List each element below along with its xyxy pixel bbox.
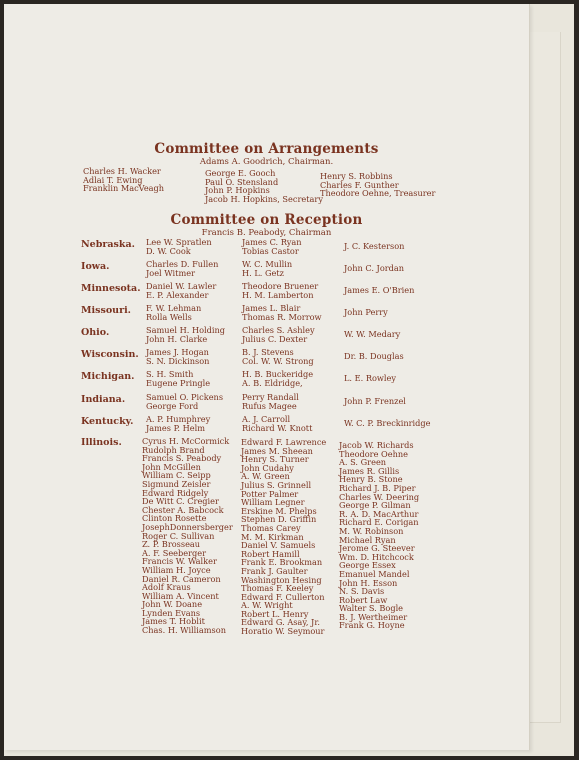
member-name: Edward Ridgely xyxy=(142,487,209,498)
member-name: William A. Vincent xyxy=(142,590,219,601)
state-delegate-col-2 xyxy=(242,260,292,277)
state-delegate-col-3 xyxy=(344,374,396,383)
member-name: M. W. Robinson xyxy=(339,525,404,536)
member-name: A. F. Seeberger xyxy=(142,547,207,558)
illinois-col-1 xyxy=(142,437,233,635)
member-name: Julius C. Dexter xyxy=(242,333,308,344)
member-name: A. W. Wright xyxy=(241,600,293,611)
member-name: JosephDonnersberger xyxy=(142,521,233,532)
member-name: Thomas R. Morrow xyxy=(242,311,322,322)
member-name: Erskine M. Phelps xyxy=(241,505,317,516)
member-name: Julius S. Grinnell xyxy=(241,479,312,490)
member-name: Adolf Kraus xyxy=(142,582,191,593)
member-name: Frank J. Gaulter xyxy=(241,565,308,576)
member-name: Edward F. Lawrence xyxy=(241,437,327,447)
member-name: Lee W. Spratlen xyxy=(146,237,212,247)
state-label: Minnesota. xyxy=(81,283,141,294)
state-label: Illinois. xyxy=(81,437,122,448)
member-name: George Ford xyxy=(146,400,199,411)
arrangements-col-1 xyxy=(83,167,164,193)
member-name: Henry S. Turner xyxy=(241,454,309,465)
menu-page xyxy=(4,4,530,750)
member-name: Richard J. B. Piper xyxy=(339,482,416,493)
member-name: B. J. Stevens xyxy=(242,347,294,357)
member-name: James C. Ryan xyxy=(242,237,302,247)
member-name: William H. Joyce xyxy=(142,564,211,575)
member-name: Chas. H. Williamson xyxy=(142,625,226,636)
member-name: William C. Seipp xyxy=(142,470,211,481)
state-delegate-col-3 xyxy=(344,352,404,361)
member-name: Robert Hamill xyxy=(241,548,300,559)
member-name: John H. Esson xyxy=(339,577,398,588)
member-name: George P. Gilman xyxy=(339,500,411,511)
member-name: A. B. Eldridge, xyxy=(242,377,303,388)
member-name: Roger C. Sullivan xyxy=(142,530,215,541)
member-name: N. S. Davis xyxy=(339,586,385,597)
member-name: D. W. Cook xyxy=(146,245,191,256)
member-name: Charles W. Deering xyxy=(339,491,420,502)
member-name: Theodore Oehne xyxy=(339,448,408,459)
member-name: H. B. Buckeridge xyxy=(242,369,314,379)
member-name: Charles F. Gunther xyxy=(320,179,399,190)
member-name: A. J. Carroll xyxy=(242,414,291,424)
member-name: Potter Palmer xyxy=(241,488,299,499)
state-delegate-col-3 xyxy=(344,330,400,339)
member-name: Frank E. Brookman xyxy=(241,557,323,568)
member-name: John P. Frenzel xyxy=(344,396,406,406)
member-name: Richard W. Knott xyxy=(242,422,313,433)
member-name: John P. Hopkins xyxy=(205,185,270,196)
member-name: Washington Hesing xyxy=(241,574,322,585)
member-name: L. E. Rowley xyxy=(344,373,397,383)
state-delegate-col-1 xyxy=(146,282,216,299)
member-name: Clinton Rosette xyxy=(142,513,207,524)
state-delegate-col-1 xyxy=(146,260,218,277)
member-name: Franklin MacVeagh xyxy=(83,183,165,194)
member-name: Z. P. Brosseau xyxy=(142,539,201,550)
state-label: Nebraska. xyxy=(81,239,135,250)
member-name: James J. Hogan xyxy=(146,347,209,357)
member-name: Emanuel Mandel xyxy=(339,568,410,579)
state-delegate-col-1 xyxy=(146,238,212,255)
member-name: Stephen D. Griffin xyxy=(241,514,317,525)
member-name: S. H. Smith xyxy=(146,369,194,379)
state-delegate-col-2 xyxy=(242,326,315,343)
state-delegate-col-2 xyxy=(242,304,322,321)
state-delegate-col-3 xyxy=(344,419,431,428)
state-delegate-col-2 xyxy=(242,393,299,410)
member-name: J. C. Kesterson xyxy=(344,241,405,251)
member-name: Chester A. Babcock xyxy=(142,504,224,515)
member-name: Joel Witmer xyxy=(146,267,195,278)
member-name: Samuel O. Pickens xyxy=(146,392,224,402)
member-name: George E. Gooch xyxy=(205,168,276,178)
member-name: R. A. D. MacArthur xyxy=(339,508,419,519)
member-name: James T. Hoblit xyxy=(142,616,205,627)
member-name: John C. Jordan xyxy=(344,263,405,273)
state-delegate-col-2 xyxy=(242,370,313,387)
state-delegate-col-2 xyxy=(242,282,318,299)
member-name: Richard E. Corigan xyxy=(339,517,419,528)
member-name: Rudolph Brand xyxy=(142,444,205,455)
member-name: A. S. Green xyxy=(339,457,387,468)
member-name: Jacob W. Richards xyxy=(339,440,414,450)
state-delegate-col-1 xyxy=(146,393,223,410)
state-label: Ohio. xyxy=(81,327,110,338)
state-delegate-col-3 xyxy=(344,286,414,295)
member-name: W. C. Mullin xyxy=(242,259,293,269)
state-delegate-col-3 xyxy=(344,264,404,273)
state-label: Indiana. xyxy=(81,394,126,405)
member-name: Charles H. Wacker xyxy=(83,166,161,176)
member-name: H. L. Getz xyxy=(242,267,284,278)
member-name: James E. O'Brien xyxy=(344,285,415,295)
arrangements-col-2 xyxy=(205,169,323,203)
member-name: Adlai T. Ewing xyxy=(83,174,143,185)
reception-title: Committee on Reception xyxy=(170,212,363,228)
member-name: John H. Clarke xyxy=(146,333,208,344)
member-name: Francis W. Walker xyxy=(142,556,217,567)
illinois-col-3 xyxy=(339,441,419,630)
member-name: John Perry xyxy=(344,307,388,317)
member-name: Theodore Oehne, Treasurer xyxy=(320,188,436,199)
member-name: M. M. Kirkman xyxy=(241,531,304,542)
member-name: John W. Doane xyxy=(142,599,203,610)
arrangements-chairman: Adams A. Goodrich, Chairman. xyxy=(199,157,334,167)
illinois-col-2 xyxy=(241,438,326,636)
state-delegate-col-1 xyxy=(146,415,210,432)
member-name: Sigmund Zeisler xyxy=(142,478,211,489)
state-delegate-col-2 xyxy=(242,348,314,365)
member-name: Cyrus H. McCormick xyxy=(142,436,230,446)
state-delegate-col-1 xyxy=(146,304,201,321)
member-name: Charles D. Fullen xyxy=(146,259,219,269)
member-name: W. W. Medary xyxy=(344,329,401,339)
member-name: Perry Randall xyxy=(242,392,299,402)
state-delegate-col-2 xyxy=(242,415,312,432)
member-name: Daniel V. Samuels xyxy=(241,540,316,551)
member-name: Tobias Castor xyxy=(242,245,299,256)
member-name: A. W. Green xyxy=(241,471,290,482)
state-delegate-col-3 xyxy=(344,308,388,317)
member-name: George Essex xyxy=(339,560,396,571)
member-name: Col. W. W. Strong xyxy=(242,355,314,366)
member-name: Paul O. Stensland xyxy=(205,176,279,187)
member-name: Rolla Wells xyxy=(146,311,192,322)
state-delegate-col-1 xyxy=(146,370,210,387)
member-name: Robert Law xyxy=(339,594,388,605)
member-name: Robert L. Henry xyxy=(241,608,309,619)
member-name: A. P. Humphrey xyxy=(146,414,211,424)
member-name: Charles S. Ashley xyxy=(242,325,315,335)
member-name: Edward F. Cullerton xyxy=(241,591,325,602)
member-name: E. P. Alexander xyxy=(146,289,209,300)
member-name: John McGillen xyxy=(142,461,201,472)
arrangements-col-3 xyxy=(320,172,435,198)
state-label: Wisconsin. xyxy=(81,349,139,360)
member-name: Henry S. Robbins xyxy=(320,171,393,181)
member-name: Frank G. Hoyne xyxy=(339,620,405,631)
member-name: James L. Blair xyxy=(242,303,301,313)
member-name: Jerome G. Steever xyxy=(339,543,415,554)
state-delegate-col-3 xyxy=(344,242,404,251)
member-name: Daniel R. Cameron xyxy=(142,573,221,584)
member-name: James M. Sheean xyxy=(241,445,313,456)
state-delegate-col-1 xyxy=(146,348,209,365)
member-name: James P. Helm xyxy=(146,422,205,433)
member-name: Thomas F. Keeley xyxy=(241,583,314,594)
member-name: Eugene Pringle xyxy=(146,377,211,388)
member-name: William Legner xyxy=(241,497,305,508)
member-name: Henry B. Stone xyxy=(339,474,403,485)
member-name: S. N. Dickinson xyxy=(146,355,210,366)
member-name: W. C. P. Breckinridge xyxy=(344,418,431,428)
member-name: Samuel H. Holding xyxy=(146,325,226,335)
member-name: Dr. B. Douglas xyxy=(344,351,404,361)
state-delegate-col-3 xyxy=(344,397,406,406)
member-name: De Witt C. Cregier xyxy=(142,496,219,507)
state-label: Kentucky. xyxy=(81,416,134,427)
member-name: Daniel W. Lawler xyxy=(146,281,217,291)
state-delegate-col-1 xyxy=(146,326,225,343)
member-name: Horatio W. Seymour xyxy=(241,626,325,637)
member-name: Thomas Carey xyxy=(241,522,301,533)
member-name: Edward G. Asay, Jr. xyxy=(241,617,320,628)
state-delegate-col-2 xyxy=(242,238,302,255)
member-name: Lynden Evans xyxy=(142,607,201,618)
reception-chairman: Francis B. Peabody, Chairman xyxy=(201,228,332,238)
member-name: B. J. Wertheimer xyxy=(339,611,408,622)
member-name: James R. Gillis xyxy=(339,465,400,476)
state-label: Iowa. xyxy=(81,261,110,272)
arrangements-title: Committee on Arrangements xyxy=(154,141,379,157)
state-label: Missouri. xyxy=(81,305,131,316)
member-name: Wm. D. Hitchcock xyxy=(339,551,414,562)
member-name: John Cudahy xyxy=(241,462,294,473)
state-label: Michigan. xyxy=(81,371,135,382)
member-name: Rufus Magee xyxy=(242,400,297,411)
member-name: Theodore Bruener xyxy=(242,281,319,291)
member-name: F. W. Lehman xyxy=(146,303,202,313)
member-name: Michael Ryan xyxy=(339,534,396,545)
member-name: Francis S. Peabody xyxy=(142,453,222,464)
member-name: Walter S. Bogle xyxy=(339,603,404,614)
member-name: H. M. Lamberton xyxy=(242,289,314,300)
member-name: Jacob H. Hopkins, Secretary xyxy=(205,193,323,204)
